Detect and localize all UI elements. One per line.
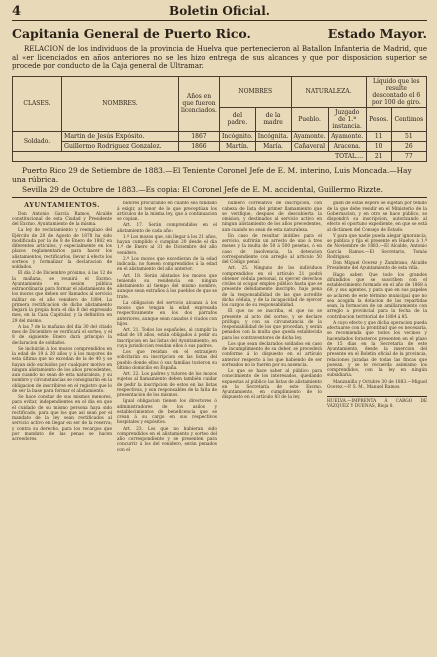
paragraph: Manzanilla y Octubre 30 de 1883.—Miguel Ocerez.—P. S. M., Manuel Ramos. bbox=[327, 379, 427, 390]
column-2 bbox=[117, 201, 217, 657]
newspaper-title: Boletin Oficial. bbox=[169, 4, 270, 18]
cell-juzgado: Ayamonte. bbox=[328, 131, 366, 141]
paragraph: Se hace constar de sus mismos menores, para evitar, independientes en el dia en que el cuidado de su mismo persona haya sido rectificado, para que los que así sean por el mandato de la ley sean rectificados al servicio activo en llegar en ser de la reserva; y contra su derecho, para los recargos que por mandato de las penas se hacen acreedores. bbox=[12, 395, 112, 443]
paragraph: Art. 22. Los padres y tutores de los mozos sujetos al llamamiento deben también cuidar de pedir la inscripcion de estos en las listas respectivas, y son responsables de la falta de presentacion de los mismos. bbox=[117, 372, 217, 399]
paragraph: guen de estas espero se sujetan por tenido de la que debe residir en el Ministerio de la Gobernacion, y en otro se hace público, se dispondrá su inscripcion, autorizando al efecto el oportuno expediente, en que se está al dictámen del Consejo de Estado. bbox=[327, 201, 427, 233]
total-centimos: 77 bbox=[391, 151, 426, 161]
paragraph: Art. 18. Serán alistados los mozos que teniendo su residencia en ningun alistamiento al tiempo del mismo nombre, aunque sean extraños á los pueblos de que se trate. bbox=[117, 273, 217, 300]
cell-ano: 1866 bbox=[179, 141, 220, 151]
note-line: Sevilla 29 de Octubre de 1883.—Es copia: El Coronel Jefe de E. M. accidental, Guillermo Rizzte. bbox=[22, 184, 383, 194]
cell-padre: Incógnito. bbox=[220, 131, 256, 141]
cell-pueblo: Ayamonte. bbox=[291, 131, 328, 141]
paragraph: Se incluirán á los mozos comprendidos en la edad de 19 á 20 años y á los mayores de esta última que no excedan de la de 40 y se hayan sido excluidos por cualquier motivo en ningun alistamiento de los años precedentes, aun cuando no sean de esta naturaleza, y su nombre y circunstancias se consignarán en la obligacion de inscribirse en el registro que lo de ser la base para formar el alistamiento. bbox=[12, 346, 112, 394]
paragraph: Art. 23. Los que no hubieran sido comprendidos en el alistamiento y sorteo del año correspondiente y se presenten para concurrir á los del venidero, serán penados con el bbox=[117, 426, 217, 453]
th-centimos: Centimos bbox=[391, 107, 426, 131]
cell-ano: 1867 bbox=[179, 131, 220, 141]
cell-nombre: Guillermo Rodriguez Gonzalez. bbox=[62, 141, 179, 151]
paragraph: En caso de resultar inútiles para el servicio, sufrirán un arresto de uno á tres meses y la multa de 50 á 500 pesetas, ó en caso de insolvencia, la detencion correspondiente con arreglo al artículo 50 del Código penal. bbox=[222, 233, 322, 266]
paragraph: 2.º Los mozos que excedieran de la edad indicada, no fuesen comprendidos á la edad en el alistamiento del año anterior. bbox=[117, 256, 217, 273]
th-madre: de la madre bbox=[255, 107, 291, 131]
cell-nombre: Martin de Jesús Expósito. bbox=[62, 131, 179, 141]
paragraph: La ley de reclutamiento y reemplazo del Ejército de 28 de Agosto de 1878 ha sido modificada por la de 8 de Enero de 1882 en diferentes artículos, y especialmente en los plazos reglamentarios para hacer los alistamientos, rectificarlos, llevar á efecto los sorteos y formalizar la declaracion de soldados. bbox=[12, 228, 112, 271]
paragraph: Art. 25. Ninguno de los individuos comprendidos en el artículo 21 podrá obtener cédula personal, ni ejercer derechos civiles ni ocupar empleo público hasta que se presente debidamente inscripto, bajo pena de la responsabilidad de las que acredite dicha cédula, y de la incapacidad de ejercer los cargos de su responsabilidad. bbox=[222, 266, 322, 309]
th-pesos: Pesos. bbox=[366, 107, 391, 131]
page-number: 4 bbox=[12, 4, 22, 19]
cell-madre: María. bbox=[255, 141, 291, 151]
cell-clase: Soldado. bbox=[13, 131, 62, 151]
paragraph: Y para que nadie pueda alegar ignorancia, se publica y fija el presente en Huelva á 1.º de Noviembre de 1883.—El Alcalde, Antonio García Ramos.—El Secretario, Tomás Rodriguez. bbox=[327, 233, 427, 260]
paragraph: Art. 17. Serán comprendidos en el alistamiento de cada año: bbox=[117, 223, 217, 234]
paragraph: La obligacion del servicio alcanza á los mozos que tengan la edad expresada respectivamente en los dos párrafos anteriores, aunque sean casados ó viudos con hijos. bbox=[117, 300, 217, 327]
paragraph: A cuyo efecto y que dicha operacion pueda efectuarse con la prontitud que es necesaria, se recomienda que todos los vecinos y hacendados forasteros presenten en el plazo de 15 dias en la Secretaría de este Ayuntamiento, desde la insercion del presente en el Boletin oficial de la provincia, relaciones juradas de todas las fincas que posean, y se le recuerda asimismo los comprendidos, con la ley en ningún subsidiaria. bbox=[327, 320, 427, 379]
th-clases: CLASES. bbox=[13, 76, 62, 131]
table-header-row bbox=[13, 76, 427, 107]
note-line: Puerto Rico 29 de Setiembre de 1883.—El Teniente Coronel Jefe de E. M. interino, Luis Moncada.—Hay una rúbrica. bbox=[12, 165, 412, 185]
paragraph: A las 7 de la mañana del dia 30 del citado mes de Diciembre se verificará el sorteo, y el 8 de siguiente Enero dará principio la declaracion de soldados. bbox=[12, 324, 112, 346]
total-label: TOTAL.... bbox=[13, 151, 367, 161]
soldiers-table bbox=[12, 76, 427, 162]
paragraph: número correlativo de inscripcion, con cabeza de lista del primer llamamiento que se verifique, despues de descubierta la omision, y destinados al servicio activo en ningun alistamiento de los años precedentes, aun cuando no sean de esta naturaleza. bbox=[222, 201, 322, 233]
printer-footer: HUELVA.—IMPRENTA Á CARGO DE VÁZQUEZ Y DUENAS, Rioja 8. bbox=[327, 396, 427, 410]
text-columns bbox=[12, 201, 427, 657]
paragraph: Los que sean declarados soldados en caso de incumplimiento de su deber, se procederá conforme á lo dispuesto en el artículo anterior respecto á los que habiendo de ser sorteados no lo fueren por su ausencia. bbox=[222, 341, 322, 368]
cell-pueblo: Cañaveral bbox=[291, 141, 328, 151]
paragraph: Art. 21. Todos los españoles, al cumplir la edad de 18 años, están obligados á pedir su inscripcion en las listas del Ayuntamiento, en cuya jurisdiccion residan ellos ó sus padres. bbox=[117, 328, 217, 349]
column-4 bbox=[327, 201, 427, 657]
paragraph: El que no se inscriba, el que no se presente al acto del sorteo, y se declare prófugo, y con su circunstancia de la responsabilidad de los que procedan, y serán penados con la multa que queda establecida para los contraventores de dicha ley. bbox=[222, 309, 322, 341]
cell-padre: Martín. bbox=[220, 141, 256, 151]
relacion-paragraph: RELACION de los individuos de la provincia de Huelva que pertenecieron al Batallon Infanteria de Madrid, que al «er licenciados en años anteriores no se les hizo entrega de sus alcances y que por disposicion superior se procede por conducto de la Caja general de Ultramar. bbox=[12, 45, 427, 71]
column-3 bbox=[222, 201, 322, 657]
section-heading bbox=[12, 26, 427, 41]
paragraph: Lo que se hace saber al público para conocimiento de los interesados, quedando expuestas al público las listas de alistamiento en la Secretaría de este Excmo. Ayuntamiento, en cumplimiento de lo dispuesto en el artículo 83 de la ley. bbox=[222, 369, 322, 401]
table-row bbox=[13, 131, 427, 141]
cell-madre: Incógnita. bbox=[255, 131, 291, 141]
paragraph: Hago saber: Que todo los grandes difundidos que se suscriben con el establecimiento formado en el año de 1868 á 69, y sus agentes, y para que en sus papeles se aclaren de este término municipal que no sea acogida la dotacion de las repartidas sean, la formacion de un amillaramiento con arreglo a provincial para la fecha de la contribucion territorial de 1884 á 85. bbox=[327, 272, 427, 320]
th-nombres-group: NOMBRES bbox=[220, 76, 292, 107]
paragraph: Don Antonio García Ramos, Alcalde constitucional de esta Ciudad y Presidente del Excmo. Ayuntamiento de la misma. bbox=[12, 211, 112, 228]
paragraph: Los que residan en el extranjero solicitarán su inscripcion en las listas del pueblo donde ellos ó sus familias tuvieron su último domicilio en España. bbox=[117, 350, 217, 371]
th-padre: del padre. bbox=[220, 107, 256, 131]
cell-pesos: 11 bbox=[366, 131, 391, 141]
heading-left: Capitania General de Puerto Rico. bbox=[12, 26, 251, 41]
paragraph: bidores procurando en cuanto sea fundado á exigir, al tenor de lo que preceptúan los artículos de la misma ley, que á continuacion se copian. bbox=[117, 201, 217, 223]
th-anos: Años en que fueron licenciados. bbox=[179, 76, 220, 131]
page-header bbox=[12, 4, 427, 21]
cell-juzgado: Aracena. bbox=[328, 141, 366, 151]
paragraph: El día 2 de Diciembre próximo, á las 12 de la mañana, se reunirá el Excmo. Ayuntamiento en sesion pública extraordinaria para formar el alistamiento de los mozos que deben ser llamados al servicio militar en el año venidero de 1884. La primera rectificacion de dicho alistamiento llegará la propia hora el dia 8 del expresado mes, en la Casa Capitular, y la definitiva en 29 del mismo. bbox=[12, 271, 112, 324]
signature-notes bbox=[12, 166, 427, 195]
th-nombres: NOMBRES. bbox=[62, 76, 179, 131]
divider bbox=[12, 197, 427, 198]
th-pueblo: Pueblo. bbox=[291, 107, 328, 131]
column-1 bbox=[12, 201, 112, 657]
section-title: AYUNTAMIENTOS. bbox=[24, 201, 100, 210]
th-juzgado: Juzgado de 1.ª instancia. bbox=[328, 107, 366, 131]
table-row bbox=[13, 141, 427, 151]
cell-pesos: 10 bbox=[366, 141, 391, 151]
total-pesos: 21 bbox=[366, 151, 391, 161]
cell-centimos: 51 bbox=[391, 131, 426, 141]
cell-centimos: 26 bbox=[391, 141, 426, 151]
th-naturaleza: NATURALEZA. bbox=[291, 76, 366, 107]
heading-right: Estado Mayor. bbox=[327, 26, 427, 41]
paragraph: Don Miguel Ocerez y Zambrano, Alcalde Presidente del Ayuntamiento de esta villa. bbox=[327, 261, 427, 272]
table-total-row bbox=[13, 151, 427, 161]
paragraph: Igual obligacion tienen los directores ó administradores de los asilos y establecimientos de beneficencia que se crean á su cargo en sus respectivos hospitales y expósitos. bbox=[117, 399, 217, 426]
th-liquido: Líquido que les resulte descontado el 6 por 100 de giro. bbox=[366, 76, 426, 107]
paragraph: 1.º Los mozos que, sin llegar á los 21 años, hayan cumplido ó cumplan 20 desde el dia 1.º de Enero al 31 de Diciembre del año venidero. bbox=[117, 234, 217, 256]
